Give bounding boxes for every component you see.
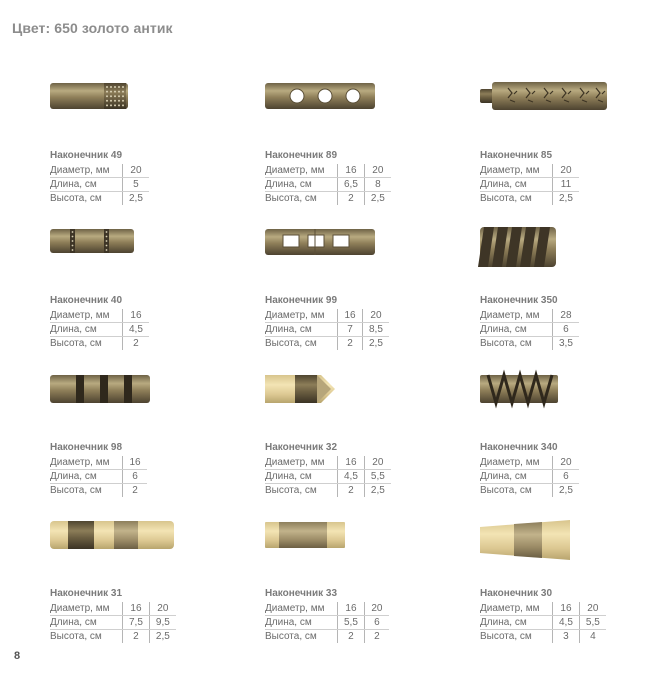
finial-33-image xyxy=(265,518,435,563)
finial-49-image xyxy=(50,80,220,125)
diameter-label: Диаметр, мм xyxy=(265,602,338,616)
height-value: 2,5 xyxy=(553,484,579,498)
length-label: Длина, см xyxy=(265,323,338,337)
length-label: Длина, см xyxy=(50,178,123,192)
height-row xyxy=(480,192,579,206)
height-label: Высота, см xyxy=(480,337,532,349)
length-value: 8,5 xyxy=(363,323,389,337)
height-row xyxy=(265,192,391,206)
diameter-row xyxy=(480,602,606,616)
product-card xyxy=(480,372,660,512)
diameter-row xyxy=(480,456,579,470)
finial-32-image xyxy=(265,372,435,417)
diameter-value: 20 xyxy=(364,164,390,178)
spec-table xyxy=(50,456,147,497)
height-value: 2,5 xyxy=(149,630,175,644)
diameter-row xyxy=(50,456,147,470)
diameter-value: 16 xyxy=(123,456,148,470)
product-card xyxy=(265,80,465,220)
diameter-value: 28 xyxy=(553,309,579,323)
product-name: Наконечник 98 xyxy=(50,442,123,453)
diameter-value: 16 xyxy=(338,164,365,178)
height-label: Высота, см xyxy=(50,630,102,642)
length-value: 5,5 xyxy=(579,616,605,630)
diameter-value: 16 xyxy=(553,602,580,616)
height-value: 2,5 xyxy=(364,192,390,206)
height-label: Высота, см xyxy=(265,484,317,496)
page-title: Цвет: 650 золото антик xyxy=(12,20,173,36)
length-value: 6 xyxy=(364,616,389,630)
length-label: Длина, см xyxy=(265,470,338,484)
length-row xyxy=(50,470,147,484)
finial-40-image xyxy=(50,225,220,270)
length-value: 6,5 xyxy=(338,178,365,192)
diameter-value: 20 xyxy=(149,602,175,616)
height-value: 3,5 xyxy=(553,337,579,351)
diameter-row xyxy=(480,164,579,178)
spec-table xyxy=(480,456,579,497)
finial-89-image xyxy=(265,80,435,125)
height-value: 2 xyxy=(123,484,148,498)
spec-table xyxy=(480,602,606,643)
diameter-row xyxy=(50,164,149,178)
product-card xyxy=(50,80,250,220)
spec-table xyxy=(265,309,389,350)
height-label: Высота, см xyxy=(265,630,317,642)
height-row xyxy=(265,630,389,644)
diameter-row xyxy=(50,602,176,616)
height-label: Высота, см xyxy=(265,337,317,349)
height-label: Высота, см xyxy=(50,192,102,204)
product-name: Наконечник 40 xyxy=(50,295,123,306)
height-value: 2,5 xyxy=(364,484,390,498)
diameter-value: 20 xyxy=(364,602,389,616)
length-value: 6 xyxy=(553,323,579,337)
product-card xyxy=(50,372,250,512)
length-value: 6 xyxy=(553,470,579,484)
length-row xyxy=(50,323,149,337)
height-row xyxy=(50,630,176,644)
height-value: 2 xyxy=(364,630,389,644)
finial-98-image xyxy=(50,372,220,417)
length-value: 5 xyxy=(123,178,149,192)
product-name: Наконечник 32 xyxy=(265,442,338,453)
length-value: 5,5 xyxy=(364,470,390,484)
length-label: Длина, см xyxy=(265,178,338,192)
length-value: 4,5 xyxy=(553,616,580,630)
height-value: 2,5 xyxy=(123,192,149,206)
height-value: 2 xyxy=(123,630,150,644)
length-value: 7,5 xyxy=(123,616,150,630)
product-name: Наконечник 31 xyxy=(50,588,123,599)
finial-30-image xyxy=(480,518,650,563)
page-number: 8 xyxy=(14,650,21,662)
product-card xyxy=(480,80,660,220)
height-value: 2 xyxy=(338,630,365,644)
diameter-value: 16 xyxy=(338,602,365,616)
length-row xyxy=(50,178,149,192)
spec-table xyxy=(480,164,579,205)
diameter-row xyxy=(265,164,391,178)
spec-table xyxy=(50,164,149,205)
height-row xyxy=(50,337,149,351)
product-name: Наконечник 340 xyxy=(480,442,558,453)
height-value: 2 xyxy=(123,337,149,351)
diameter-label: Диаметр, мм xyxy=(50,309,123,323)
product-card xyxy=(265,518,465,658)
length-label: Длина, см xyxy=(265,616,338,630)
height-value: 4 xyxy=(579,630,605,644)
height-row xyxy=(480,337,579,351)
length-value: 4,5 xyxy=(123,323,149,337)
product-card xyxy=(480,225,660,365)
length-value: 4,5 xyxy=(338,470,365,484)
product-card xyxy=(265,372,465,512)
length-value: 9,5 xyxy=(149,616,175,630)
length-value: 5,5 xyxy=(338,616,365,630)
length-row xyxy=(265,616,389,630)
diameter-value: 16 xyxy=(338,456,365,470)
spec-table xyxy=(480,309,579,350)
diameter-value: 16 xyxy=(338,309,363,323)
length-label: Длина, см xyxy=(50,323,123,337)
length-row xyxy=(480,470,579,484)
diameter-label: Диаметр, мм xyxy=(480,164,553,178)
product-name: Наконечник 89 xyxy=(265,150,338,161)
product-card xyxy=(50,225,250,365)
diameter-value: 20 xyxy=(579,602,605,616)
spec-table xyxy=(50,309,149,350)
diameter-value: 20 xyxy=(553,164,579,178)
length-row xyxy=(265,323,389,337)
diameter-row xyxy=(265,456,391,470)
diameter-value: 20 xyxy=(553,456,579,470)
height-row xyxy=(480,484,579,498)
height-label: Высота, см xyxy=(480,484,532,496)
height-label: Высота, см xyxy=(480,630,532,642)
length-label: Длина, см xyxy=(480,323,553,337)
product-name: Наконечник 85 xyxy=(480,150,553,161)
length-row xyxy=(480,616,606,630)
diameter-label: Диаметр, мм xyxy=(50,456,123,470)
height-label: Высота, см xyxy=(480,192,532,204)
finial-350-image xyxy=(480,225,650,270)
product-card xyxy=(50,518,250,658)
length-value: 7 xyxy=(338,323,363,337)
length-row xyxy=(480,323,579,337)
diameter-label: Диаметр, мм xyxy=(50,602,123,616)
length-row xyxy=(265,470,391,484)
height-label: Высота, см xyxy=(50,337,102,349)
length-label: Длина, см xyxy=(480,616,553,630)
product-name: Наконечник 33 xyxy=(265,588,338,599)
height-value: 2,5 xyxy=(363,337,389,351)
height-row xyxy=(480,630,606,644)
diameter-row xyxy=(480,309,579,323)
diameter-value: 20 xyxy=(363,309,389,323)
spec-table xyxy=(265,602,389,643)
product-name: Наконечник 350 xyxy=(480,295,558,306)
product-name: Наконечник 99 xyxy=(265,295,338,306)
length-value: 8 xyxy=(364,178,390,192)
diameter-label: Диаметр, мм xyxy=(50,164,123,178)
height-value: 3 xyxy=(553,630,580,644)
finial-99-image xyxy=(265,225,435,270)
diameter-row xyxy=(265,309,389,323)
diameter-value: 16 xyxy=(123,309,149,323)
length-label: Длина, см xyxy=(480,470,553,484)
length-label: Длина, см xyxy=(50,616,123,630)
length-label: Длина, см xyxy=(50,470,123,484)
product-card xyxy=(480,518,660,658)
diameter-label: Диаметр, мм xyxy=(265,309,338,323)
diameter-label: Диаметр, мм xyxy=(480,309,553,323)
height-label: Высота, см xyxy=(265,192,317,204)
diameter-label: Диаметр, мм xyxy=(480,456,553,470)
height-value: 2 xyxy=(338,484,365,498)
finial-85-image xyxy=(480,80,650,125)
height-value: 2,5 xyxy=(553,192,579,206)
diameter-value: 20 xyxy=(364,456,390,470)
spec-table xyxy=(50,602,176,643)
height-value: 2 xyxy=(338,192,365,206)
product-name: Наконечник 49 xyxy=(50,150,123,161)
height-label: Высота, см xyxy=(50,484,102,496)
diameter-value: 20 xyxy=(123,164,149,178)
height-value: 2 xyxy=(338,337,363,351)
diameter-label: Диаметр, мм xyxy=(265,456,338,470)
length-row xyxy=(265,178,391,192)
diameter-label: Диаметр, мм xyxy=(265,164,338,178)
height-row xyxy=(50,484,147,498)
finial-31-image xyxy=(50,518,220,563)
length-value: 11 xyxy=(553,178,579,192)
diameter-row xyxy=(265,602,389,616)
diameter-label: Диаметр, мм xyxy=(480,602,553,616)
spec-table xyxy=(265,456,391,497)
product-card xyxy=(265,225,465,365)
height-row xyxy=(265,484,391,498)
length-label: Длина, см xyxy=(480,178,553,192)
spec-table xyxy=(265,164,391,205)
length-row xyxy=(480,178,579,192)
diameter-row xyxy=(50,309,149,323)
finial-340-image xyxy=(480,372,650,417)
length-value: 6 xyxy=(123,470,148,484)
product-name: Наконечник 30 xyxy=(480,588,553,599)
diameter-value: 16 xyxy=(123,602,150,616)
length-row xyxy=(50,616,176,630)
height-row xyxy=(265,337,389,351)
height-row xyxy=(50,192,149,206)
